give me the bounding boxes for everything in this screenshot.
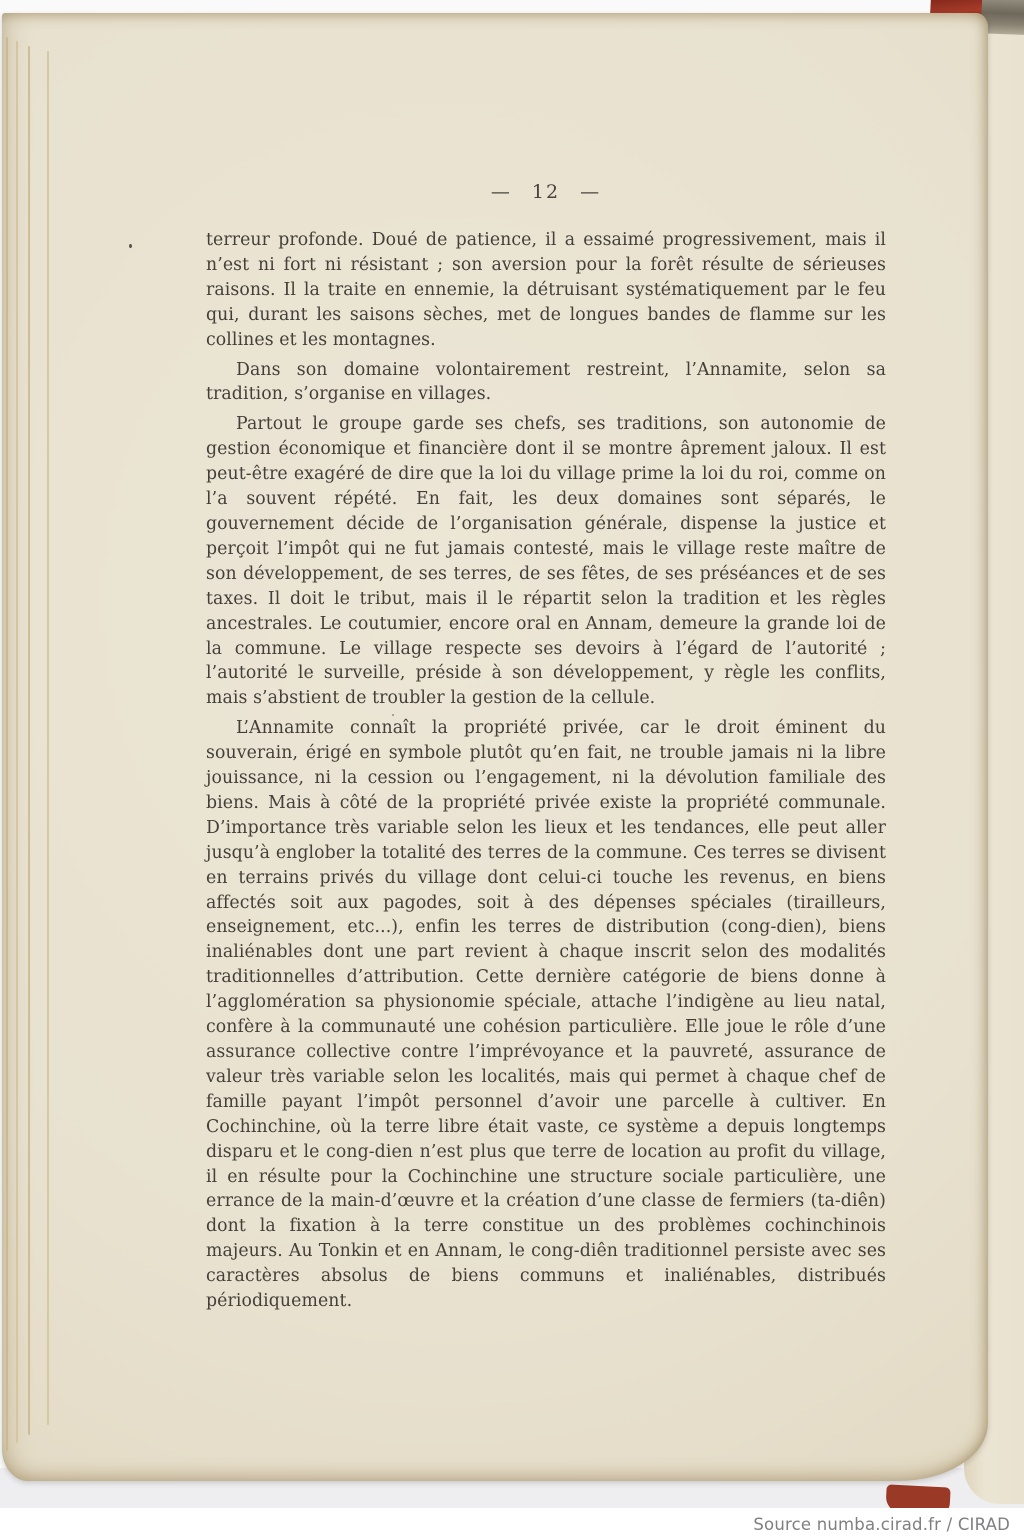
text-block: [206, 228, 886, 1319]
ink-speck: [392, 714, 394, 716]
page-edge-line: [47, 51, 49, 1425]
body-paragraph: terreur profonde. Doué de patience, il a essaimé progressivement, mais il n’est ni fort ni résistant ; son aversion pour la forêt résulte de sérieuses raisons. Il la traite en ennemie, la détruisant systématiquement par le feu qui, durant les saisons sèches, met de longues bandes de flamme sur les collines et les montagnes.: [206, 230, 886, 350]
attribution-bar: [0, 1508, 1024, 1540]
page-number: — 12 —: [490, 181, 602, 203]
source-attribution: Source numba.cirad.fr / CIRAD: [753, 1514, 1010, 1534]
ink-speck: [129, 244, 132, 248]
page-edge-line: [28, 46, 30, 1435]
book-page: [2, 13, 988, 1481]
body-paragraph: Dans son domaine volontairement restreint, l’Annamite, selon sa tradition, s’organise en villages.: [206, 359, 886, 405]
body-paragraph: Partout le groupe garde ses chefs, ses traditions, son autonomie de gestion économique et financière dont il se montre âprement jaloux. Il est peut-être exagéré de dire que la loi du village prime la loi du roi, comme on l’a souvent répété. En fait, les deux domaines sont séparés, le gouvernement décide de l’organisation générale, dispense la justice et perçoit l’impôt qui ne fut jamais contesté, mais le village reste maître de son développement, de ses terres, de ses fêtes, de ses préséances et de ses taxes. Il doit le tribut, mais il le répartit selon la tradition et les règles ancestrales. Le coutumier, encore oral en Annam, demeure la grande loi de la commune. Le village respecte ses devoirs à l’égard de l’autorité ; l’autorité le surveille, préside à son développement, y règle les conflits, mais s’abstient de troubler la gestion de la cellule.: [206, 414, 886, 709]
page-edge-line: [16, 41, 18, 1443]
page-edge-line: [6, 37, 8, 1451]
body-paragraph: L’Annamite connaît la propriété privée, car le droit éminent du souverain, érigé en symbole plutôt qu’en fait, ne trouble jamais ni la libre jouissance, ni la cession ou l’engagement, ni la dévolution familiale des biens. Mais à côté de la propriété privée existe la propriété communale. D’importance très variable selon les lieux et les tendances, elle peut aller jusqu’à englober la totalité des terres de la commune. Ces terres se divisent en terrains privés du village dont celui-ci touche les revenus, en biens affectés soit aux pagodes, soit à des dépenses spéciales (tirailleurs, enseignement, etc...), enfin les terres de distribution (cong-dien), biens inaliénables dont une part revient à chaque inscrit selon des modalités traditionnelles d’attribution. Cette dernière catégorie de biens donne à l’agglomération sa physionomie spéciale, attache l’indigène au lieu natal, confère à la communauté une cohésion particulière. Elle joue le rôle d’une assurance collective contre l’imprévoyance et la pauvreté, assurance de valeur très variable selon les localités, mais qui permet à chaque chef de famille payant l’impôt personnel d’avoir une parcelle à cultiver. En Cochinchine, où la terre libre était vaste, ce système a depuis longtemps disparu et le cong-dien n’est plus que terre de location au profit du village, il en résulte pour la Cochinchine une structure sociale particulière, une errance de la main-d’œuvre et la création d’une classe de fermiers (ta-diên) dont la fixation à la terre constitue un des problèmes cochinchinois majeurs. Au Tonkin et en Annam, le cong-diên traditionnel persiste avec ses caractères absolus de biens communs et inaliénables, distribués périodiquement.: [206, 718, 886, 1312]
